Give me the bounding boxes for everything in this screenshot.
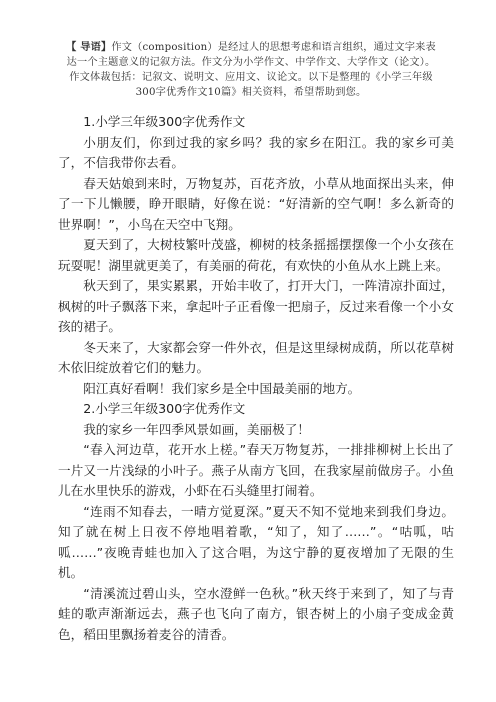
paragraph: 阳江真好看啊！我们家乡是全中国最美丽的地方。: [83, 380, 361, 396]
paragraph: “连雨不知春去，一晴方觉夏深。”夏天不知不觉地来到我们身边。知了就在树上日夜不停地唱着歌，“知了，知了……”。“咕呱，咕呱……”夜晚青蛙也加入了这合唱，为这宁静的夏夜增加了无限的生机。: [58, 503, 454, 580]
article-body: [58, 112, 454, 645]
paragraph: 小朋友们，你到过我的家乡吗？我的家乡在阳江。我的家乡可美了，不信我带你去看。: [58, 134, 454, 170]
paragraph: 我的家乡一年四季风景如画，美丽极了！: [83, 421, 310, 437]
paragraph: 秋天到了，果实累累，开始丰收了，打开大门，一阵清凉扑面过，枫树的叶子飘落下来，拿起叶子正看像一把扇子，反过来看像一个小女孩的裙子。: [58, 278, 454, 334]
paragraph: 夏天到了，大树枝繁叶茂盛，柳树的枝条摇摇摆摆像一个小女孩在玩耍呢！湖里就更美了，有美丽的荷花，有欢快的小鱼从水上跳上来。: [58, 237, 454, 273]
intro-block: [62, 40, 440, 100]
paragraph: 冬天来了，大家都会穿一件外衣，但是这里绿树成荫，所以花草树木依旧绽放着它们的魅力。: [58, 339, 454, 375]
paragraph: 春天姑娘到来时，万物复苏，百花齐放，小草从地面探出头来，伸了一下儿懒腰，睁开眼睛，好像在说：“好清新的空气啊！多么新奇的世界啊！”，小鸟在天空中飞翔。: [58, 175, 454, 232]
paragraph: “清溪流过碧山头，空水澄鲜一色秋。”秋天终于来到了，知了与青蛙的歌声渐渐远去，燕子也飞向了南方，银杏树上的小扇子变成金黄色，稻田里飘扬着麦谷的清香。: [58, 585, 454, 642]
intro-tag: 【 导语】: [66, 41, 112, 53]
intro-text: 作文（composition）是经过人的思想考虑和语言组织，通过文字来表达一个主题意义的记叙方法。作文分为小学作文、中学作文、大学作文（论文）。作文体裁包括：记叙文、说明文、应用文、议论文。以下是整理的《小学三年级300字优秀作文10篇》相关资料，希望帮助到您。: [66, 42, 436, 98]
essay-heading: 2.小学三年级300字优秀作文: [83, 401, 246, 416]
paragraph: “春入河边草，花开水上槎。”春天万物复苏，一排排柳树上长出了一片又一片浅绿的小叶子。燕子从南方飞回，在我家屋前做房子。小鱼儿在水里快乐的游戏，小虾在石头缝里打闹着。: [58, 442, 454, 498]
essay-heading: 1.小学三年级300字优秀作文: [83, 114, 246, 129]
